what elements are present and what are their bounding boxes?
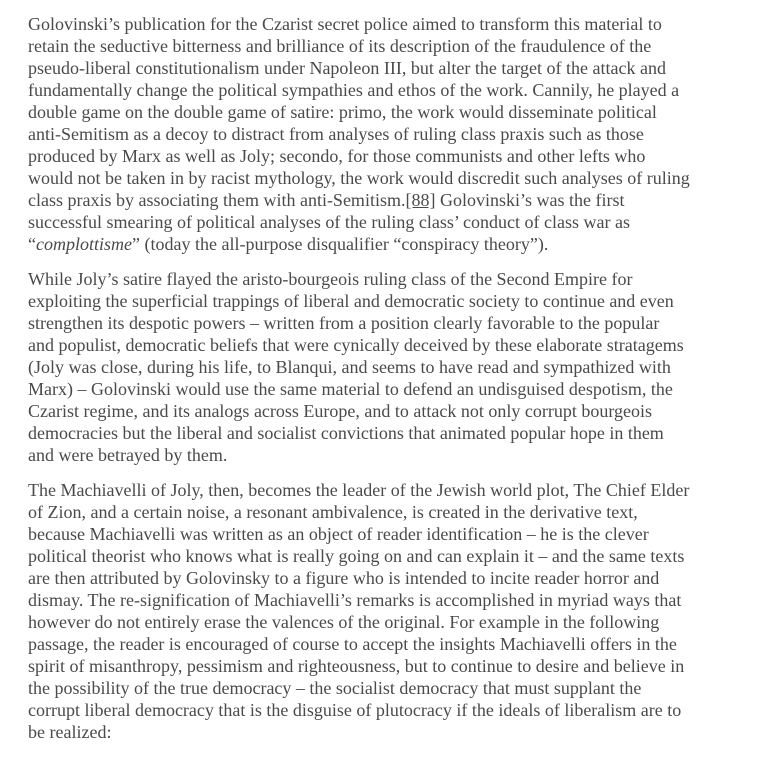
text-line: would not be taken in by racist mythology, the work would discredit such analyses of ruling xyxy=(28,168,690,188)
text-line: produced by Marx as well as Joly; secondo, for those communists and other lefts who xyxy=(28,146,646,166)
text-line: and were betrayed by them. xyxy=(28,445,228,465)
text-line xyxy=(28,189,690,211)
text-line: the possibility of the true democracy – the socialist democracy that must supplant the xyxy=(28,678,642,698)
text-line: Czarist regime, and its analogs across Europe, and to attack not only corrupt bourgeois xyxy=(28,401,653,421)
text-line: corrupt liberal democracy that is the disguise of plutocracy if the ideals of liberalism are to xyxy=(28,700,682,720)
text-line: Golovinski’s publication for the Czarist secret police aimed to transform this material to xyxy=(28,14,662,34)
text-line: anti-Semitism as a decoy to distract from analyses of ruling class praxis such as those xyxy=(28,124,644,144)
paragraph-1 xyxy=(28,13,690,255)
text-line: While Joly’s satire flayed the aristo-bourgeois ruling class of the Second Empire for xyxy=(28,269,633,289)
text-line: retain the seductive bitterness and brilliance of its description of the fraudulence of the xyxy=(28,36,652,56)
text-line: double game on the double game of satire: primo, the work would disseminate political xyxy=(28,102,657,122)
paragraph-2 xyxy=(28,268,690,466)
text-line: democracies but the liberal and socialist convictions that animated popular hope in them xyxy=(28,423,664,443)
text-line: pseudo-liberal constitutionalism under Napoleon III, but alter the target of the attack and xyxy=(28,58,666,78)
text-line: (Joly was close, during his life, to Blanqui, and seems to have read and sympathized with xyxy=(28,357,671,377)
text-line: fundamentally change the political sympathies and ethos of the work. Cannily, he played a xyxy=(28,80,680,100)
text-line: are then attributed by Golovinsky to a figure who is intended to incite reader horror and xyxy=(28,568,660,588)
paragraph-3 xyxy=(28,479,690,743)
text-line: exploiting the superficial trappings of liberal and democratic society to continue and even xyxy=(28,291,674,311)
text-line: however do not entirely erase the valences of the original. For example in the following xyxy=(28,612,660,632)
text-line: be realized: xyxy=(28,722,112,742)
text-line: and populist, democratic beliefs that were cynically deceived by these elaborate stratagems xyxy=(28,335,684,355)
text-line xyxy=(28,233,690,255)
text-line: of Zion, and a certain noise, a resonant ambivalence, is created in the derivative text, xyxy=(28,502,638,522)
text-line: The Machiavelli of Joly, then, becomes the leader of the Jewish world plot, The Chief Elder xyxy=(28,480,690,500)
text-line: successful smearing of political analyses of the ruling class’ conduct of class war as xyxy=(28,212,630,232)
text-line: spirit of misanthropy, pessimism and righteousness, but to continue to desire and believe in xyxy=(28,656,685,676)
text-line: Marx) – Golovinski would use the same material to defend an undisguised despotism, the xyxy=(28,379,673,399)
article-body xyxy=(28,13,690,756)
text-segment: class praxis by associating them with anti-Semitism. xyxy=(28,190,406,210)
text-line: passage, the reader is encouraged of course to accept the insights Machiavelli offers in the xyxy=(28,634,677,654)
text-line: dismay. The re-signification of Machiavelli’s remarks is accomplished in myriad ways that xyxy=(28,590,682,610)
footnote-link-88[interactable]: [88] xyxy=(405,190,436,210)
text-line: because Machiavelli was written as an object of reader identification – he is the clever xyxy=(28,524,649,544)
text-segment: “ xyxy=(28,234,36,254)
text-segment: Golovinski’s was the first xyxy=(435,190,625,210)
italic-term: complottisme xyxy=(36,234,132,254)
text-line: strengthen its despotic powers – written from a position clearly favorable to the popular xyxy=(28,313,660,333)
text-segment: ” (today the all-purpose disqualifier “conspiracy theory”). xyxy=(132,234,549,254)
text-line: political theorist who knows what is really going on and can explain it – and the same texts xyxy=(28,546,685,566)
